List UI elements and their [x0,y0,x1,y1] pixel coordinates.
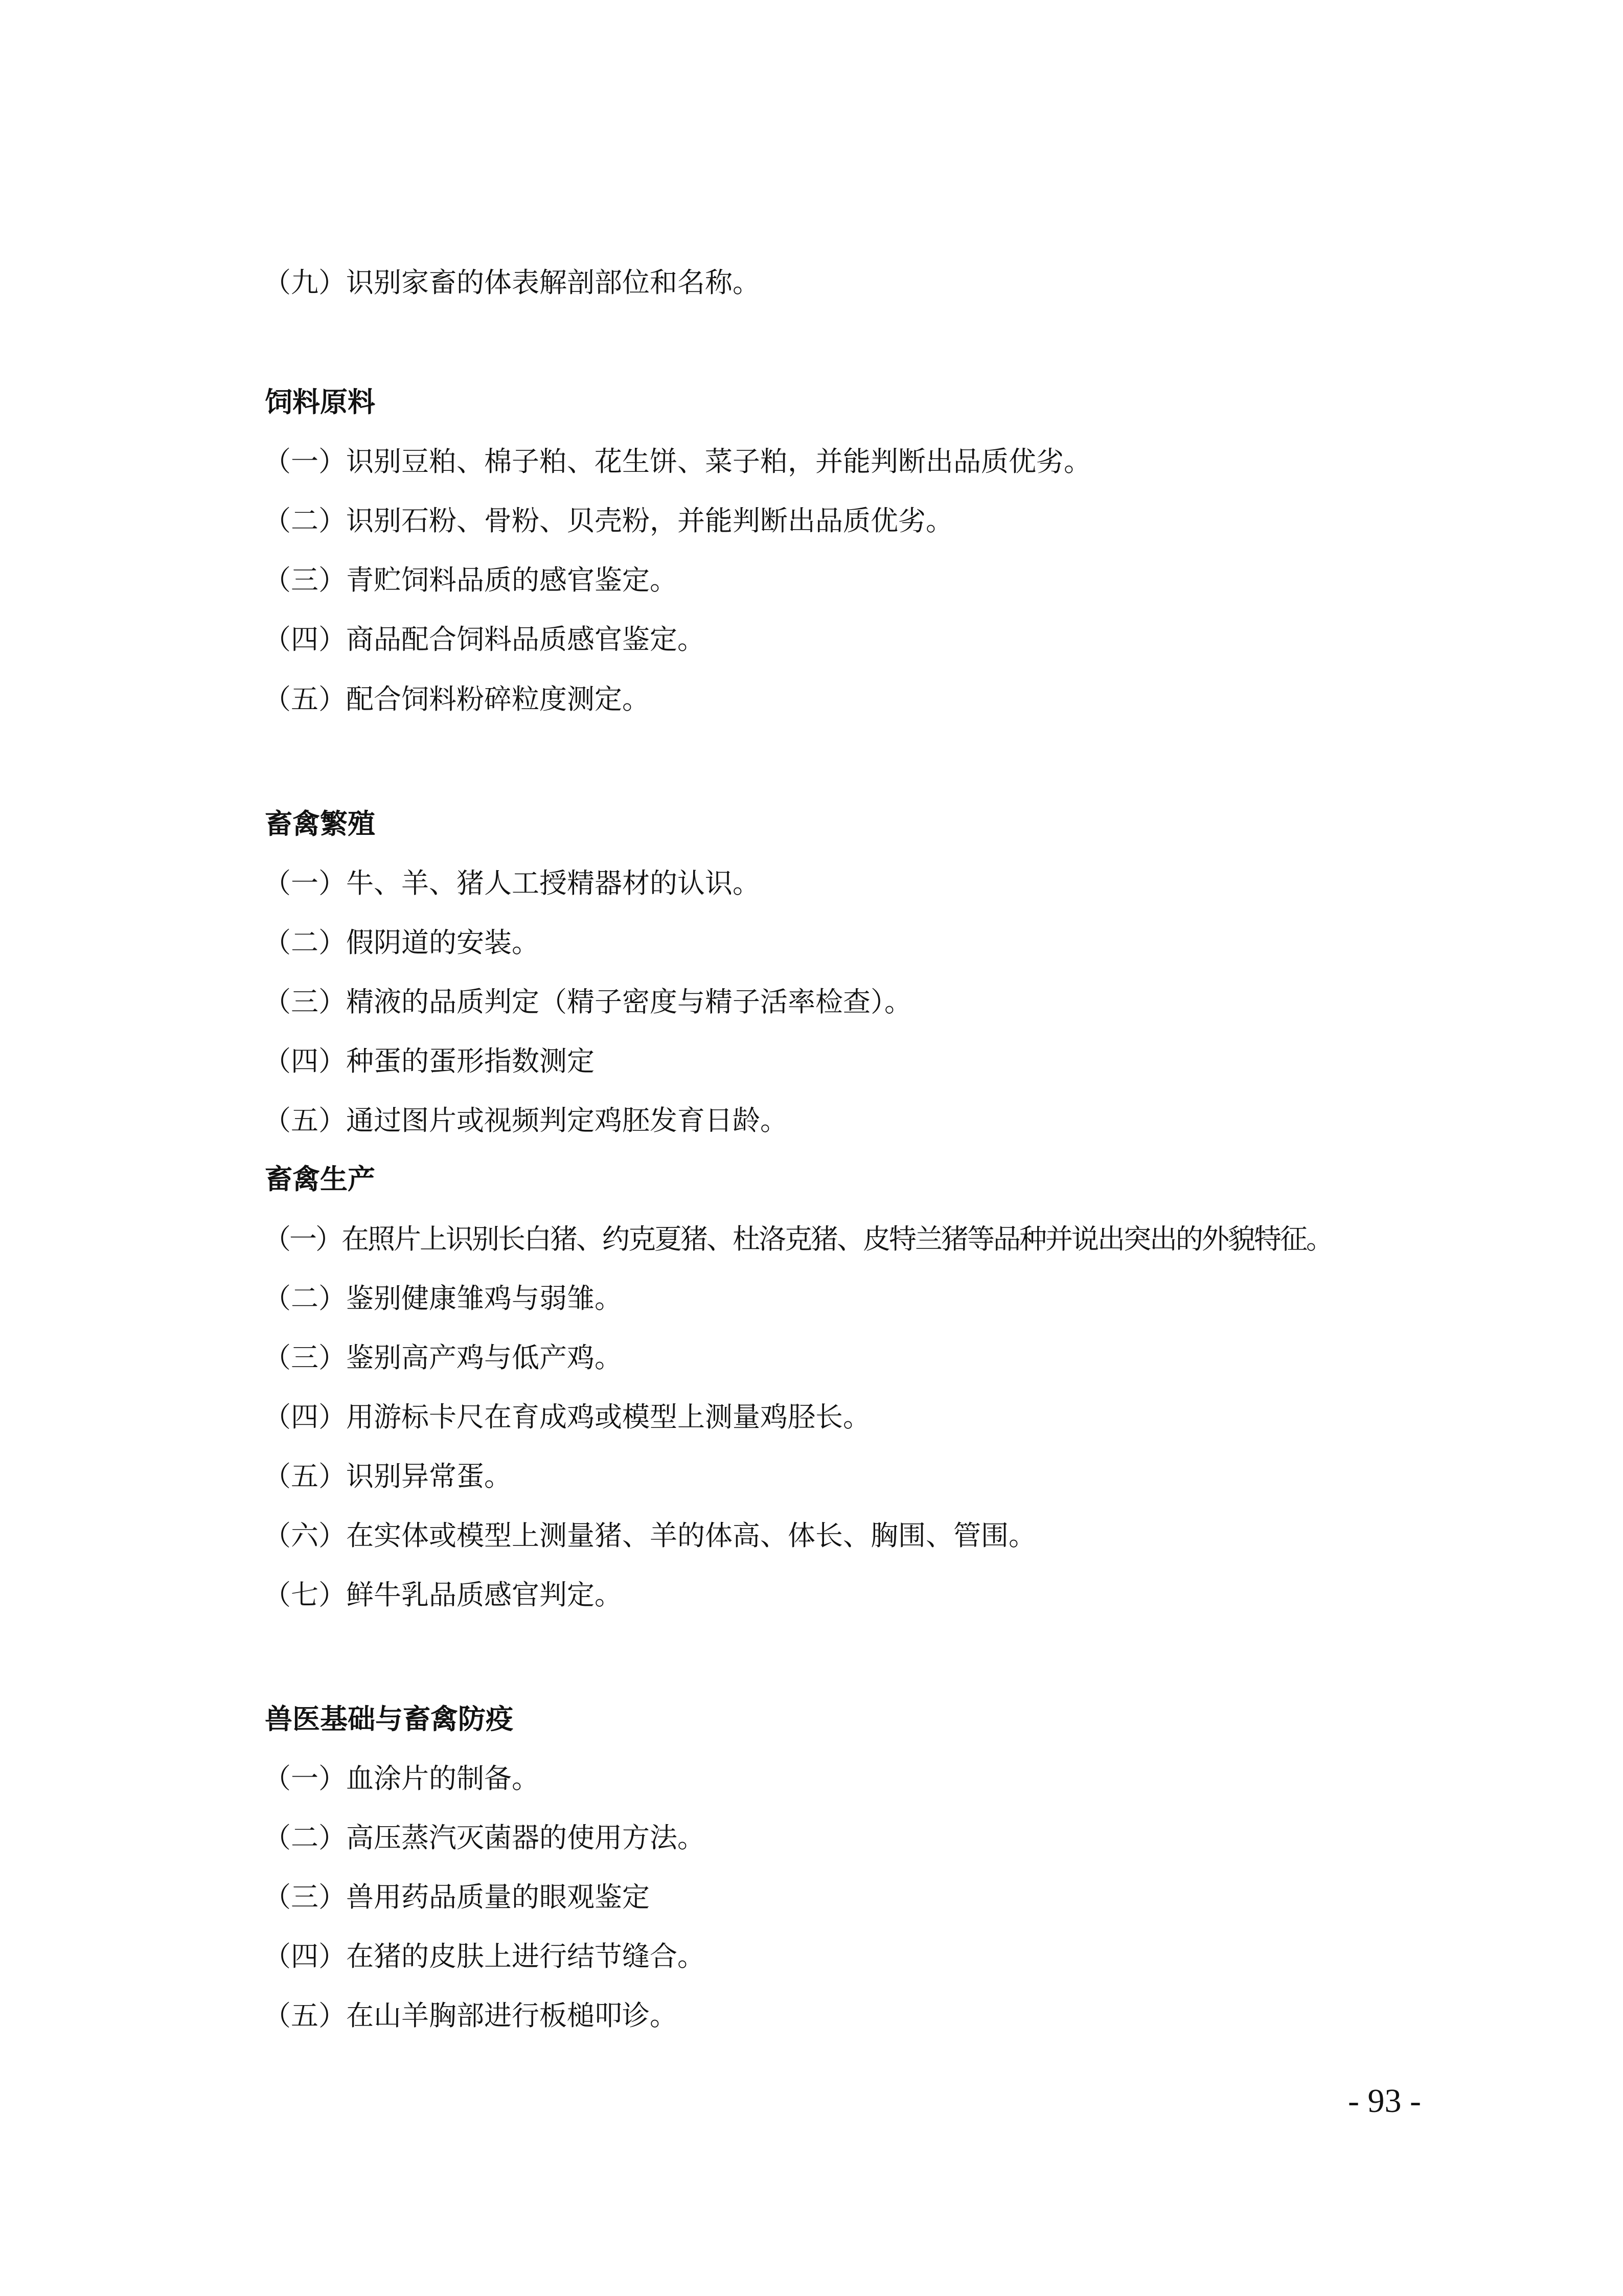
list-item: （六）在实体或模型上测量猪、羊的体高、体长、胸围、管围。 [263,1519,1036,1552]
list-item: （二）假阴道的安装。 [263,926,539,959]
list-item: （三）兽用药品质量的眼观鉴定 [263,1881,650,1913]
list-item: （四）商品配合饲料品质感官鉴定。 [263,623,705,655]
list-item: （一）牛、羊、猪人工授精器材的认识。 [263,867,760,899]
list-item: （九）识别家畜的体表解剖部位和名称。 [263,266,760,299]
list-item: （二）高压蒸汽灭菌器的使用方法。 [263,1822,705,1854]
list-item: （五）通过图片或视频判定鸡胚发育日龄。 [263,1104,788,1136]
section-heading-livestock-production: 畜禽生产 [265,1163,375,1195]
list-item: （三）青贮饲料品质的感官鉴定。 [263,564,677,596]
page-number: - 93 - [1348,2082,1421,2120]
list-item: （五）识别异常蛋。 [263,1460,512,1492]
section-heading-livestock-breeding: 畜禽繁殖 [265,808,375,840]
list-item: （三）精液的品质判定（精子密度与精子活率检查）。 [263,986,912,1018]
list-item: （一）血涂片的制备。 [263,1762,539,1794]
list-item: （四）用游标卡尺在育成鸡或模型上测量鸡胫长。 [263,1401,871,1433]
list-item: （二）识别石粉、骨粉、贝壳粉，并能判断出品质优劣。 [263,505,953,537]
list-item: （五）配合饲料粉碎粒度测定。 [263,683,650,715]
list-item: （四）种蛋的蛋形指数测定 [263,1045,595,1077]
list-item: （一）识别豆粕、棉子粕、花生饼、菜子粕，并能判断出品质优劣。 [263,445,1091,478]
list-item: （三）鉴别高产鸡与低产鸡。 [263,1342,622,1374]
list-item: （四）在猪的皮肤上进行结节缝合。 [263,1940,705,1972]
list-item: （二）鉴别健康雏鸡与弱雏。 [263,1282,622,1314]
list-item: （七）鲜牛乳品质感官判定。 [263,1579,622,1611]
section-heading-feed-materials: 饲料原料 [265,386,375,418]
list-item: （一）在照片上识别长白猪、约克夏猪、杜洛克猪、皮特兰猪等品种并说出突出的外貌特征。 [263,1223,1332,1255]
list-item: （五）在山羊胸部进行板槌叩诊。 [263,1999,677,2032]
section-heading-veterinary-basics: 兽医基础与畜禽防疫 [265,1703,513,1735]
